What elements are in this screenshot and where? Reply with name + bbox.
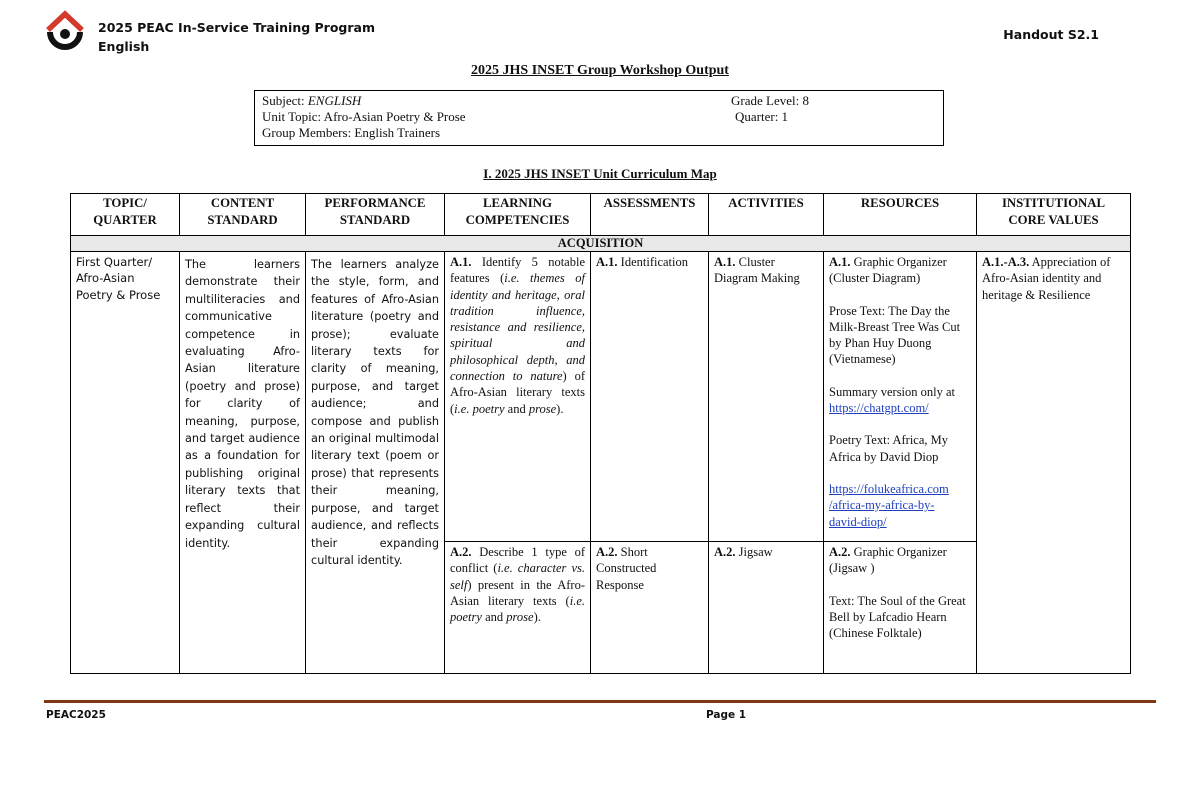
subject-value: ENGLISH (307, 93, 362, 108)
content-standard-cell: The learners demonstrate their multiliteracies and communicative competence in evaluating Afro-Asian literature (poetry and prose) for clarity of meaning, purpose, and target audience as a foundation for publishing original literary texts that reflect their expanding cultural identity. (180, 252, 306, 674)
header-core-values: INSTITUTIONAL CORE VALUES (977, 194, 1131, 236)
peac-logo-icon (44, 10, 86, 54)
phase-row (71, 236, 1131, 252)
group-members: Group Members: English Trainers (262, 125, 441, 140)
document-title: 2025 JHS INSET Group Workshop Output (471, 63, 729, 78)
topic-cell: First Quarter/ Afro-Asian Poetry & Prose (71, 252, 180, 674)
header-resources: RESOURCES (824, 194, 977, 236)
chatgpt-link[interactable]: https://chatgpt.com/ (829, 401, 929, 416)
table-row-a1 (71, 252, 1131, 542)
header-topic: TOPIC/ QUARTER (71, 194, 180, 236)
header-assessments: ASSESSMENTS (591, 194, 709, 236)
resource-a1: A.1. Graphic Organizer (Cluster Diagram) Prose Text: The Day the Milk-Breast Tree Was Cut by Phan Huy Duong (Vietnamese) Summary version only at https://chatgpt.com/ Poetry Text: Africa, My Africa by David Diop https://folukeafrica.com /africa-my-africa-by- david-diop/ (824, 252, 977, 542)
grade-level: Grade Level: 8 (731, 93, 809, 108)
folukeafrica-link[interactable]: https://folukeafrica.com /africa-my-africa-by- david-diop/ (829, 481, 949, 529)
header-content-standard: CONTENT STANDARD (180, 194, 306, 236)
footer-label: PEAC2025 (46, 709, 106, 721)
header-activities: ACTIVITIES (709, 194, 824, 236)
poetry-text: Poetry Text: Africa, My Africa by David Diop (829, 433, 949, 464)
subject-label: Subject: (262, 93, 308, 108)
footer-divider (44, 700, 1156, 703)
activity-a1: A.1. Cluster Diagram Making (709, 252, 824, 542)
header-learning-competencies: LEARNING COMPETENCIES (445, 194, 591, 236)
quarter: Quarter: 1 (735, 109, 789, 124)
header-row (71, 194, 1131, 236)
page-number: Page 1 (706, 709, 747, 721)
prose-text: Prose Text: The Day the Milk-Breast Tree Was Cut by Phan Huy Duong (Vietnamese) (829, 303, 961, 367)
performance-standard-cell: The learners analyze the style, form, and features of Afro-Asian literature (poetry and prose); evaluate literary texts for clarity of meaning, purpose, and target audience; and compose and publish an original multimodal literary text (poem or prose) that represents their meaning, purpose, and target audience, and reflects their expanding cultural identity. (306, 252, 445, 674)
activity-a2: A.2. Jigsaw (709, 542, 824, 674)
assessment-a2: A.2. Short Constructed Response (591, 542, 709, 674)
header-performance-standard: PERFORMANCE STANDARD (306, 194, 445, 236)
program-header (98, 18, 375, 56)
curriculum-map-title: I. 2025 JHS INSET Unit Curriculum Map (483, 166, 717, 181)
program-title: 2025 PEAC In-Service Training Program (98, 20, 376, 35)
program-subject: English (98, 39, 150, 54)
phase-acquisition: ACQUISITION (71, 236, 1131, 252)
curriculum-map-table (70, 193, 1131, 674)
resource-a2: A.2. Graphic Organizer (Jigsaw ) Text: The Soul of the Great Bell by Lafcadio Hearn (Chinese Folktale) (824, 542, 977, 674)
competency-a2: A.2. Describe 1 type of conflict (i.e. character vs. self) present in the Afro-Asian literary texts (i.e. poetry and prose). (445, 542, 591, 674)
bell-text: Text: The Soul of the Great Bell by Lafcadio Hearn (Chinese Folktale) (829, 593, 966, 641)
assessment-a1: A.1. Identification (591, 252, 709, 542)
core-values-cell: A.1.-A.3. Appreciation of Afro-Asian identity and heritage & Resilience (977, 252, 1131, 674)
unit-topic: Unit Topic: Afro-Asian Poetry & Prose (262, 109, 466, 124)
info-box (254, 90, 944, 146)
competency-a1: A.1. Identify 5 notable features (i.e. themes of identity and heritage, oral tradition influence, resistance and resilience, spiritual and philosophical depth, and connection to nature) of Afro-Asian literary texts (i.e. poetry and prose). (445, 252, 591, 542)
handout-label: Handout S2.1 (1003, 27, 1099, 42)
